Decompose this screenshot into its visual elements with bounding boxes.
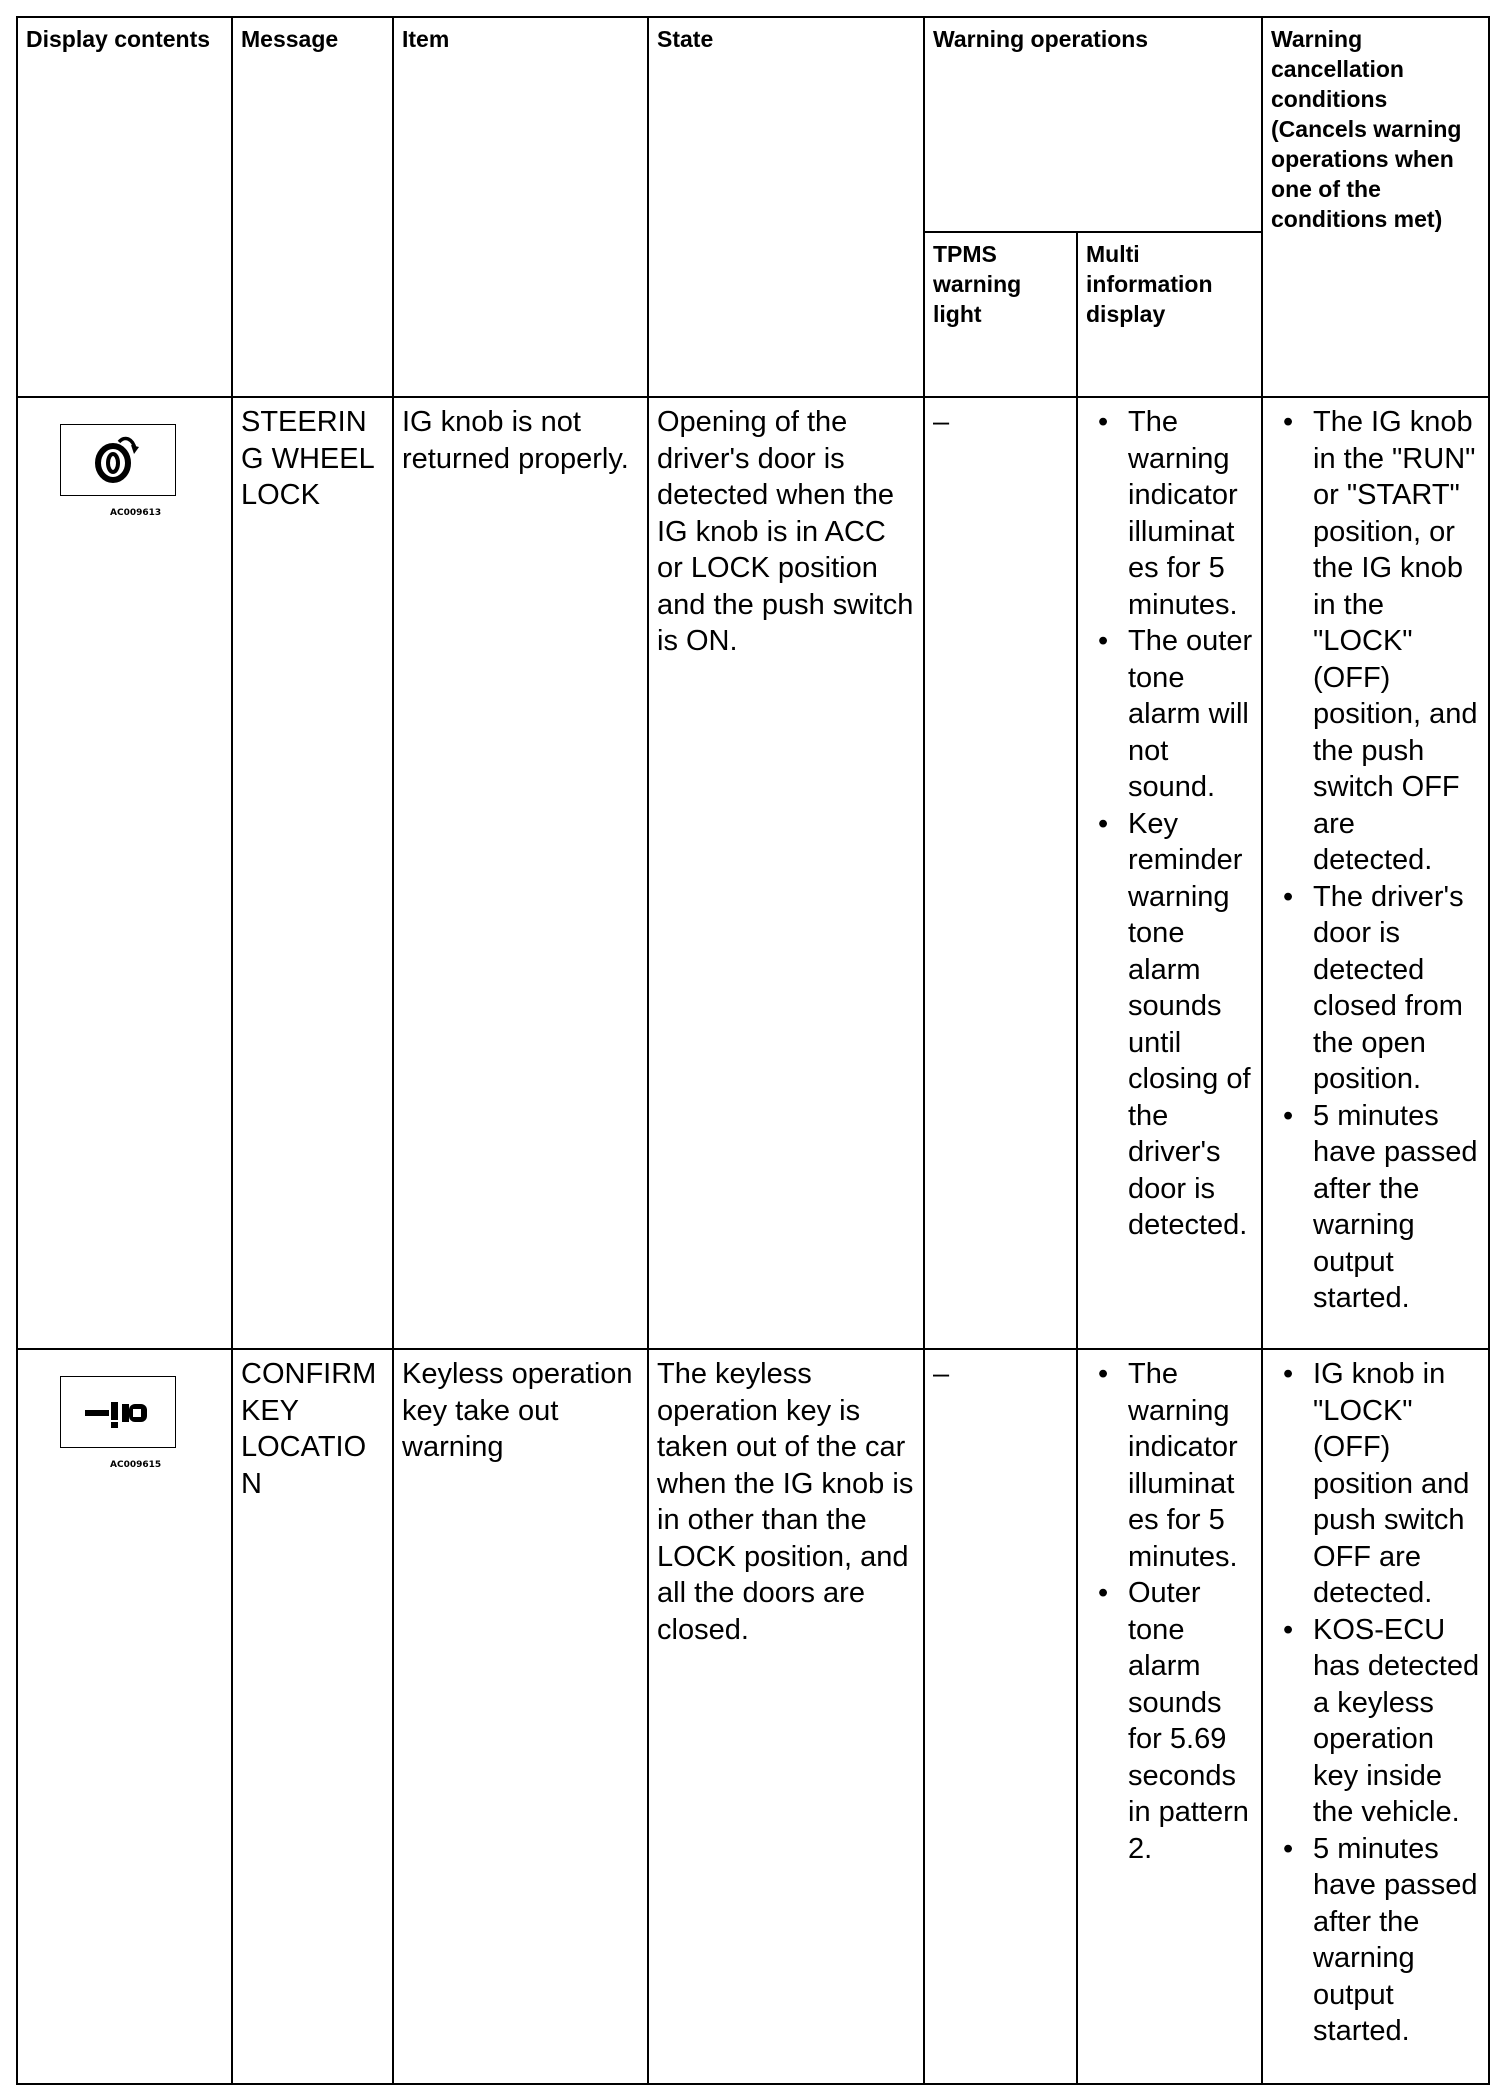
display-contents-cell [17, 1349, 232, 2084]
display-contents-cell [17, 397, 232, 1349]
multi-display-cell [1077, 1349, 1262, 2084]
header-message: Message [232, 17, 393, 397]
message-cell: CONFIRM KEY LOCATIO N [232, 1349, 393, 2084]
cancellation-cell [1262, 397, 1489, 1349]
list-item: • The warning indicator illuminat es for 5 minutes. [1086, 1356, 1253, 1575]
icon-code-label: AC009613 [110, 507, 162, 518]
header-display-contents: Display contents [17, 17, 232, 397]
list-item: • IG knob in "LOCK" (OFF) position and push switch OFF are detected. [1271, 1356, 1480, 1612]
key-location-icon [60, 1376, 176, 1448]
list-item: • The outer tone alarm will not sound. [1086, 623, 1253, 806]
list-item: • Outer tone alarm sounds for 5.69 seconds in pattern 2. [1086, 1575, 1253, 1867]
list-item: • Key reminder warning tone alarm sounds until closing of the driver's door is detected. [1086, 806, 1253, 1244]
state-cell: Opening of the driver's door is detected when the IG knob is in ACC or LOCK position and the push switch is ON. [648, 397, 924, 1349]
list-item: • The IG knob in the "RUN" or "START" position, or the IG knob in the "LOCK" (OFF) position, and the push switch OFF are detected. [1271, 404, 1480, 879]
multi-display-cell [1077, 397, 1262, 1349]
message-cell: STEERIN G WHEEL LOCK [232, 397, 393, 1349]
cancellation-cell [1262, 1349, 1489, 2084]
tpms-cell: – [924, 397, 1077, 1349]
list-item: • KOS-ECU has detected a keyless operation key inside the vehicle. [1271, 1612, 1480, 1831]
list-item: • The warning indicator illuminat es for 5 minutes. [1086, 404, 1253, 623]
warning-table [16, 16, 1490, 2085]
header-tpms-warning-light: TPMS warning light [924, 232, 1077, 397]
steering-lock-icon [60, 424, 176, 496]
table-row [17, 1349, 1489, 2084]
icon-code-label: AC009615 [110, 1459, 162, 1470]
header-warning-operations: Warning operations [924, 17, 1262, 232]
header-item: Item [393, 17, 648, 397]
tpms-cell: – [924, 1349, 1077, 2084]
item-cell: Keyless operation key take out warning [393, 1349, 648, 2084]
header-warning-cancellation: Warning cancellation conditions (Cancels warning operations when one of the conditions met) [1262, 17, 1489, 397]
list-item: • 5 minutes have passed after the warning output started. [1271, 1098, 1480, 1317]
list-item: • 5 minutes have passed after the warning output started. [1271, 1831, 1480, 2050]
header-multi-information-display: Multi information display [1077, 232, 1262, 397]
item-cell: IG knob is not returned properly. [393, 397, 648, 1349]
list-item: • The driver's door is detected closed from the open position. [1271, 879, 1480, 1098]
header-state: State [648, 17, 924, 397]
table-row [17, 397, 1489, 1349]
state-cell: The keyless operation key is taken out of the car when the IG knob is in other than the LOCK position, and all the doors are closed. [648, 1349, 924, 2084]
